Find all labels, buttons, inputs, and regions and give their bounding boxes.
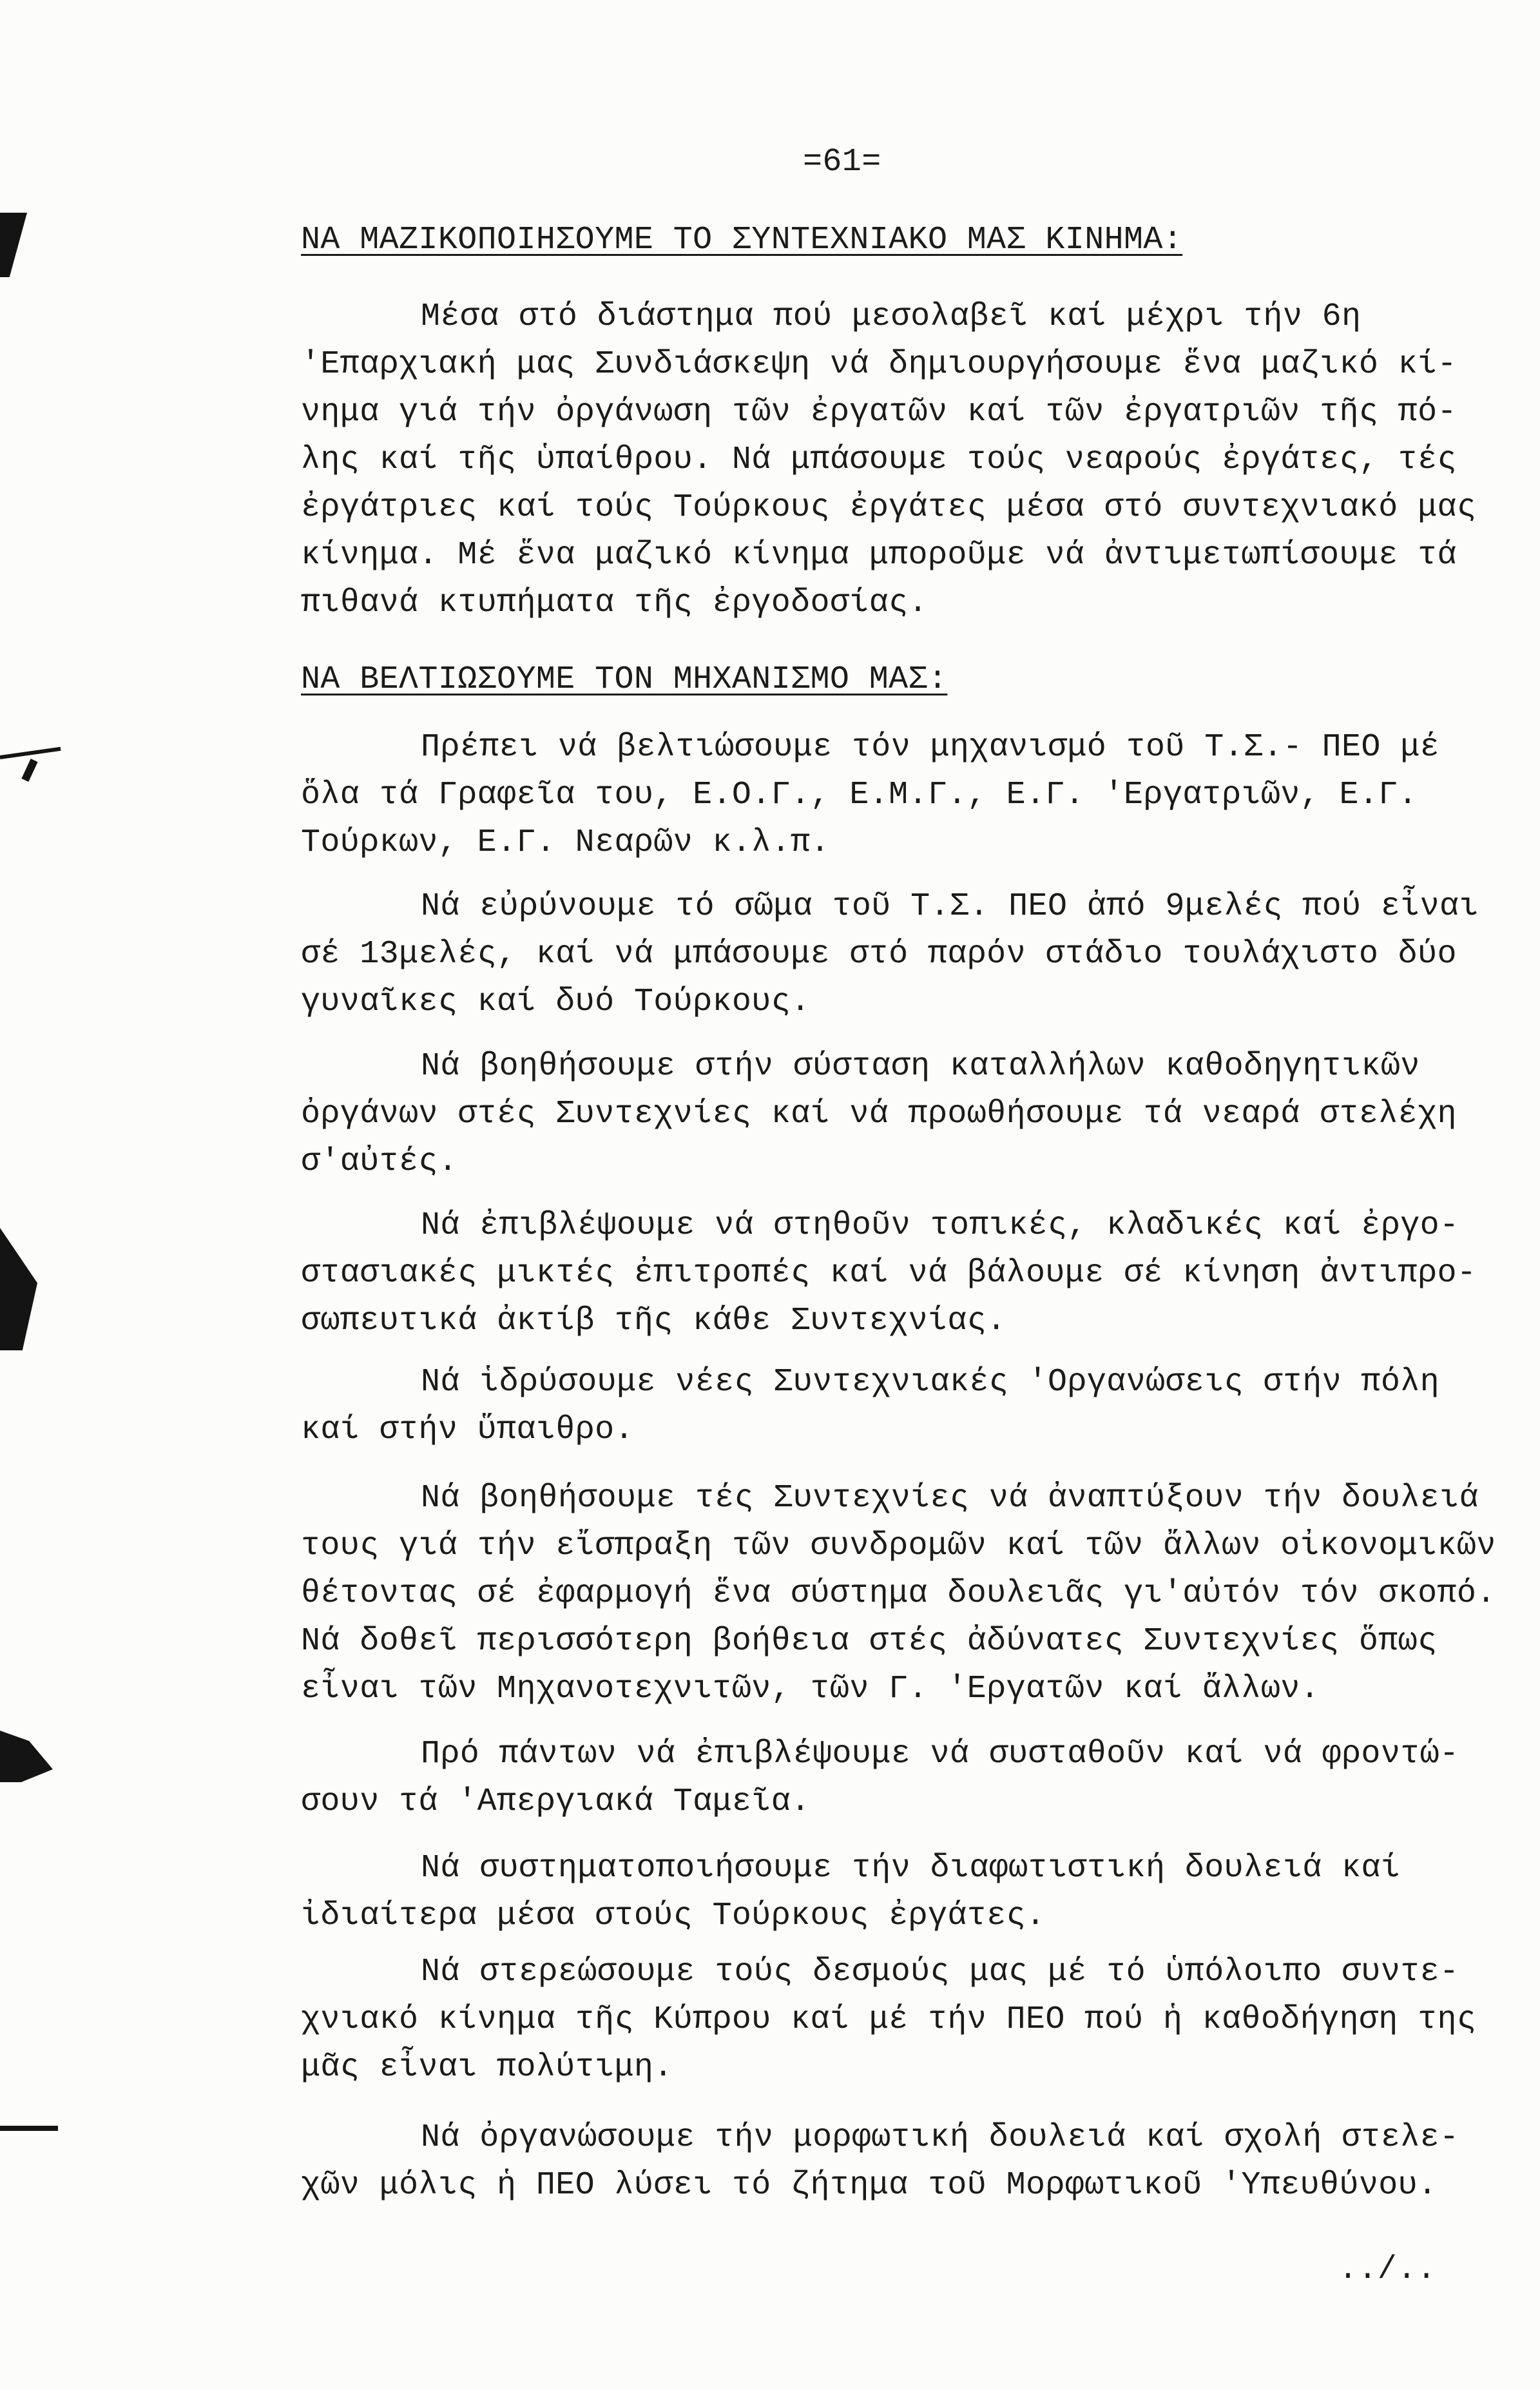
margin-mark <box>0 213 27 277</box>
text-line: Μέσα στό διάστημα πού μεσολαβεῖ καί μέχρι τήν 6η <box>421 298 1362 335</box>
text-line: Νά συστηματοποιήσουμε τήν διαφωτιστική δουλειά καί <box>421 1850 1401 1887</box>
text-line: καί στήν ὕπαιθρο. <box>301 1412 634 1448</box>
text-line: Νά ἱδρύσουμε νέες Συντεχνιακές 'Οργανώσεις στήν πόλη <box>421 1364 1440 1401</box>
text-line: πιθανά κτυπήματα τῆς ἐργοδοσίας. <box>301 585 928 621</box>
paragraph <box>301 1043 1457 1186</box>
paragraph <box>301 1845 1400 1940</box>
paragraph <box>301 1948 1476 2092</box>
text-line: κίνημα. Μέ ἕνα μαζικό κίνημα μποροῦμε νά ἀντιμετωπίσουμε τά <box>301 537 1457 574</box>
text-line: γυναῖκες καί δυό Τούρκους. <box>301 984 811 1020</box>
text-line: ὅλα τά Γραφεῖα του, Ε.Ο.Γ., Ε.Μ.Γ., Ε.Γ. 'Εργατριῶν, Ε.Γ. <box>301 777 1418 813</box>
paragraph <box>301 883 1479 1026</box>
paragraph <box>301 1359 1439 1454</box>
text-line: χῶν μόλις ἡ ΠΕΟ λύσει τό ζήτημα τοῦ Μορφωτικοῦ 'Υπευθύνου. <box>301 2167 1438 2204</box>
text-line: μᾶς εἶναι πολύτιμη. <box>301 2049 673 2086</box>
text-line: χνιακό κίνημα τῆς Κύπρου καί μέ τήν ΠΕΟ πού ἡ καθοδήγηση της <box>301 2001 1477 2038</box>
text-line: Νά δοθεῖ περισσότερη βοήθεια στές ἀδύνατες Συντεχνίες ὅπως <box>301 1623 1438 1660</box>
text-line: Νά βοηθήσουμε στήν σύσταση καταλλήλων καθοδηγητικῶν <box>421 1048 1420 1085</box>
margin-mark <box>0 1228 37 1350</box>
text-line: Τούρκων, Ε.Γ. Νεαρῶν κ.λ.π. <box>301 824 830 861</box>
text-line: ἰδιαίτερα μέσα στούς Τούρκους ἐργάτες. <box>301 1898 1046 1934</box>
text-line: Νά στερεώσουμε τούς δεσμούς μας μέ τό ὑπόλοιπο συντε- <box>421 1954 1459 1990</box>
page-number: =61= <box>803 144 881 180</box>
text-line: Νά εὐρύνουμε τό σῶμα τοῦ Τ.Σ. ΠΕΟ ἀπό 9μελές πού εἶναι <box>421 888 1479 925</box>
section-heading: ΝΑ ΒΕΛΤΙΩΣΟΥΜΕ ΤΟΝ ΜΗΧΑΝΙΣΜΟ ΜΑΣ: <box>301 661 948 698</box>
paragraph <box>301 1475 1496 1713</box>
paragraph <box>301 293 1476 627</box>
text-line: στασιακές μικτές ἐπιτροπές καί νά βάλουμε σέ κίνηση ἀντιπρο- <box>301 1255 1477 1292</box>
section-heading: ΝΑ ΜΑΖΙΚΟΠΟΙΗΣΟΥΜΕ ΤΟ ΣΥΝΤΕΧΝΙΑΚΟ ΜΑΣ ΚΙΝΗΜΑ: <box>301 222 1183 258</box>
text-line: τους γιά τήν εἴσπραξη τῶν συνδρομῶν καί τῶν ἄλλων οἰκονομικῶν <box>301 1528 1496 1564</box>
text-line: σ'αὐτές. <box>301 1143 458 1180</box>
margin-mark <box>21 759 37 782</box>
margin-mark <box>0 1731 53 1782</box>
text-line: σωπευτικά ἀκτίβ τῆς κάθε Συντεχνίας. <box>301 1303 1006 1339</box>
paragraph <box>301 2114 1459 2210</box>
text-line: ἐργάτριες καί τούς Τούρκους ἐργάτες μέσα στό συντεχνιακό μας <box>301 489 1477 526</box>
text-line: λης καί τῆς ὑπαίθρου. Νά μπάσουμε τούς νεαρούς ἐργάτες, τές <box>301 442 1457 478</box>
paragraph <box>301 724 1439 867</box>
text-line: εἶναι τῶν Μηχανοτεχνιτῶν, τῶν Γ. 'Εργατῶν καί ἄλλων. <box>301 1671 1320 1707</box>
paragraph <box>301 1202 1476 1345</box>
text-line: Νά βοηθήσουμε τές Συντεχνίες νά ἀναπτύξουν τήν δουλειά <box>421 1480 1479 1517</box>
text-line: Πρό πάντων νά ἐπιβλέψουμε νά συσταθοῦν καί νά φροντώ- <box>421 1736 1459 1773</box>
paragraph <box>301 1731 1459 1826</box>
text-line: Πρέπει νά βελτιώσουμε τόν μηχανισμό τοῦ Τ.Σ.- ΠΕΟ μέ <box>421 729 1440 766</box>
text-line: νημα γιά τήν ὀργάνωση τῶν ἐργατῶν καί τῶν ἐργατριῶν τῆς πό- <box>301 394 1457 431</box>
continuation-mark: ../.. <box>1338 2251 1437 2288</box>
text-line: Νά ἐπιβλέψουμε νά στηθοῦν τοπικές, κλαδικές καί ἐργο- <box>421 1207 1459 1244</box>
text-line: ὀργάνων στές Συντεχνίες καί νά προωθήσουμε τά νεαρά στελέχη <box>301 1096 1457 1132</box>
margin-mark <box>0 747 61 759</box>
text-line: σουν τά 'Απεργιακά Ταμεῖα. <box>301 1783 811 1820</box>
margin-mark <box>0 2126 58 2131</box>
text-line: θέτοντας σέ ἐφαρμογή ἕνα σύστημα δουλειᾶς γι'αὐτόν τόν σκοπό. <box>301 1575 1496 1612</box>
text-line: Νά ὀργανώσουμε τήν μορφωτική δουλειά καί σχολή στελε- <box>421 2119 1459 2156</box>
text-line: σέ 13μελές, καί νά μπάσουμε στό παρόν στάδιο τουλάχιστο δύο <box>301 936 1457 973</box>
text-line: 'Επαρχιακή μας Συνδιάσκεψη νά δημιουργήσουμε ἕνα μαζικό κί- <box>301 346 1457 383</box>
